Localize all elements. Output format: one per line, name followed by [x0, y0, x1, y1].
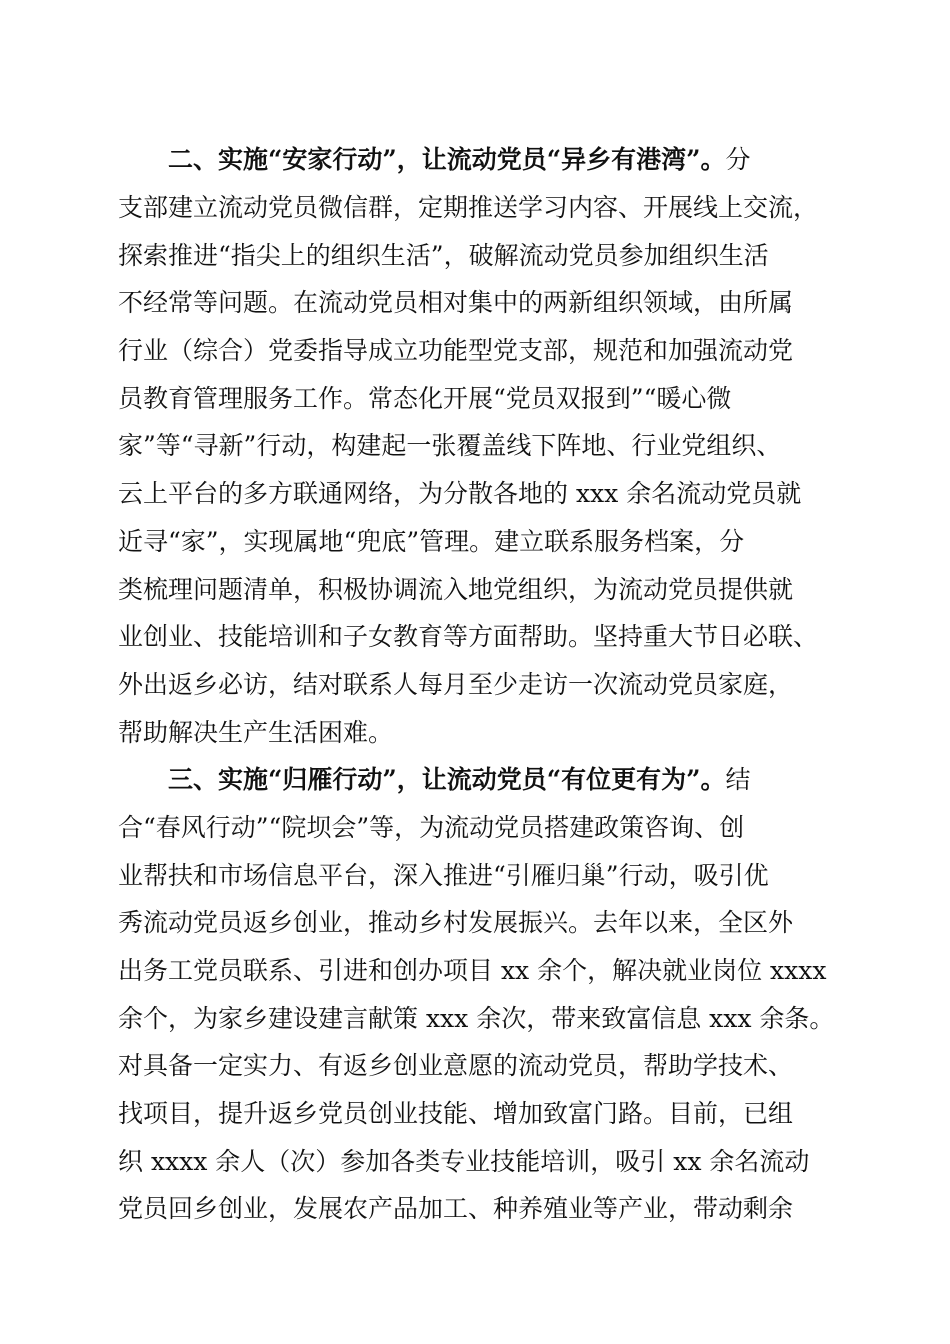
paragraph-line: 帮助解决生产生活困难。 — [118, 718, 394, 747]
paragraph-line: 合“春风行动”“院坝会”等，为流动党员搭建政策咨询、创 — [118, 813, 745, 842]
paragraph-line: 类梳理问题清单，积极协调流入地党组织，为流动党员提供就 — [118, 575, 794, 604]
paragraph-line: 云上平台的多方联通网络，为分散各地的 xxx 余名流动党员就 — [118, 479, 802, 508]
paragraph-line: 对具备一定实力、有返乡创业意愿的流动党员，帮助学技术、 — [118, 1051, 794, 1080]
paragraph-line: 探索推进“指尖上的组织生活”，破解流动党员参加组织生活 — [118, 241, 769, 270]
section-heading: 二、实施“安家行动”，让流动党员“异乡有港湾”。 — [168, 145, 726, 174]
paragraph-line: 秀流动党员返乡创业，推动乡村发展振兴。去年以来，全区外 — [118, 908, 794, 937]
paragraph-line: 党员回乡创业，发展农产品加工、种养殖业等产业，带动剩余 — [118, 1194, 794, 1223]
section-text: 分 — [725, 145, 751, 174]
paragraph-line: 找项目，提升返乡党员创业技能、增加致富门路。目前，已组 — [118, 1099, 794, 1128]
section-heading: 三、实施“归雁行动”，让流动党员“有位更有为”。 — [168, 765, 726, 794]
paragraph-line: 业创业、技能培训和子女教育等方面帮助。坚持重大节日必联、 — [118, 622, 819, 651]
paragraph-line: 织 xxxx 余人（次）参加各类专业技能培训，吸引 xx 余名流动 — [118, 1147, 810, 1176]
paragraph-line: 家”等“寻新”行动，构建起一张覆盖线下阵地、行业党组织、 — [118, 431, 782, 460]
paragraph-line — [168, 140, 751, 180]
paragraph-line: 不经常等问题。在流动党员相对集中的两新组织领域，由所属 — [118, 288, 794, 317]
paragraph-line: 员教育管理服务工作。常态化开展“党员双报到”“暖心微 — [118, 384, 732, 413]
paragraph-line: 出务工党员联系、引进和创办项目 xx 余个，解决就业岗位 xxxx — [118, 956, 827, 985]
paragraph-line: 外出返乡必访，结对联系人每月至少走访一次流动党员家庭， — [118, 670, 794, 699]
paragraph-line: 业帮扶和市场信息平台，深入推进“引雁归巢”行动，吸引优 — [118, 861, 769, 890]
paragraph-line: 行业（综合）党委指导成立功能型党支部，规范和加强流动党 — [118, 336, 794, 365]
paragraph-line: 余个，为家乡建设建言献策 xxx 余次，带来致富信息 xxx 余条。 — [118, 1004, 835, 1033]
section-text: 结 — [725, 765, 751, 794]
paragraph-line: 支部建立流动党员微信群，定期推送学习内容、开展线上交流， — [118, 193, 819, 222]
paragraph-line: 近寻“家”，实现属地“兜底”管理。建立联系服务档案，分 — [118, 527, 745, 556]
paragraph-line — [168, 760, 751, 800]
